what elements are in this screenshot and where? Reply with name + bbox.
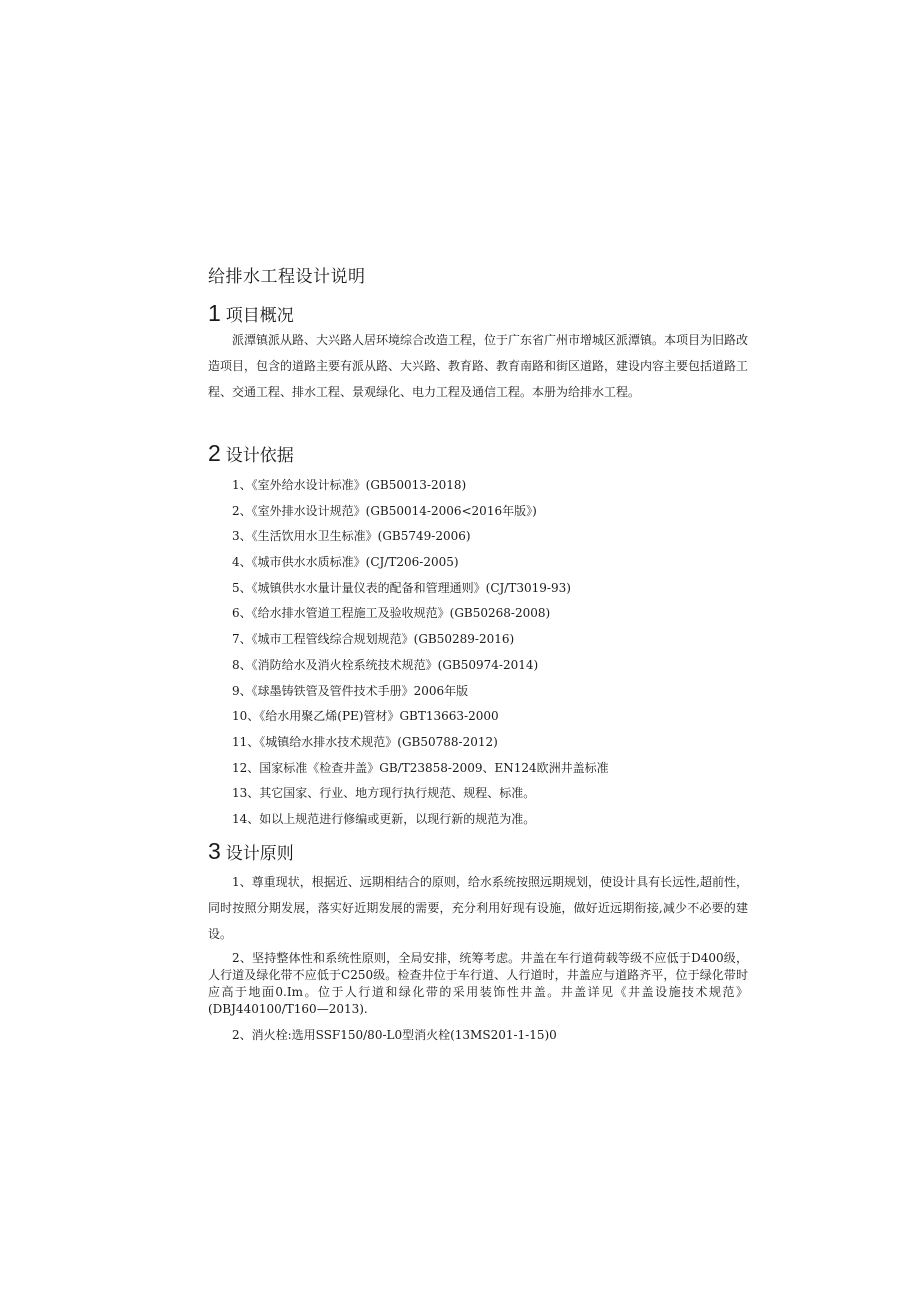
section-3-heading [208,838,294,865]
reference-item: 3、《生活饮用水卫生标准》(GB5749-2006) [232,529,471,544]
section-1-paragraph: 派潭镇派从路、大兴路人居环境综合改造工程，位于广东省广州市增城区派潭镇。本项目为旧路改造项目，包含的道路主要有派从路、大兴路、教育路、教育南路和街区道路，建设内容主要包括道路工程、交通工程、排水工程、景观绿化、电力工程及通信工程。本册为给排水工程。 [208,333,749,399]
reference-item: 9、《球墨铸铁管及管件技术手册》2006年版 [232,683,469,698]
section-2-heading [208,440,294,467]
section-3-number: 3 [208,838,221,864]
reference-item: 7、《城市工程管线综合规划规范》(GB50289-2016) [232,632,515,647]
section-3-paragraph: 2、坚持整体性和系统性原则，全局安排，统筹考虑。井盖在车行道荷载等级不应低于D400级，人行道及绿化带不应低于C250级。检查井位于车行道、人行道时，井盖应与道路齐平，位于绿化带时应高于地面0.Im。位于人行道和绿化带的采用装饰性井盖。井盖详见《井盖设施技术规范》(DBJ440100/T160—2013). [208,951,748,1016]
reference-item: 1、《室外给水设计标准》(GB50013-2018) [232,478,467,492]
reference-item: 14、如以上规范进行修编或更新，以现行新的规范为准。 [232,811,536,826]
reference-item: 11、《城镇给水排水技术规范》(GB50788-2012) [232,734,498,749]
reference-item: 10、《给水用聚乙烯(PE)管材》GBT13663-2000 [232,709,499,724]
document-title: 给排水工程设计说明 [208,267,366,287]
reference-item: 5、《城镇供水水量计量仪表的配备和管理通则》(CJ/T3019-93) [232,580,571,595]
section-1-title: 项目概况 [225,306,294,326]
section-3-paragraph: 1、尊重现状，根据近、远期相结合的原则，给水系统按照远期规划，使设计具有长远性,超前性，同时按照分期发展，落实好近期发展的需要，充分利用好现有设施，做好近远期衔接,减少不必要的建设。 [208,875,748,941]
reference-item: 4、《城市供水水质标准》(CJ/T206-2005) [232,555,459,570]
reference-item: 13、其它国家、行业、地方现行执行规范、规程、标准。 [232,786,536,801]
section-2-number: 2 [208,440,221,466]
reference-item: 6、《给水排水管道工程施工及验收规范》(GB50268-2008) [232,606,551,621]
section-3-title: 设计原则 [225,844,294,864]
reference-list [232,473,609,833]
section-1-number: 1 [208,300,221,326]
reference-item: 2、《室外排水设计规范》(GB50014-2006<2016年版》) [232,503,537,518]
section-2-title: 设计依据 [225,446,294,466]
section-3-paragraph: 2、消火栓:选用SSF150/80-L0型消火栓(13MS201-1-15)0 [232,1028,557,1042]
section-1-heading [208,300,294,327]
reference-item: 12、国家标准《检查井盖》GB/T23858-2009、EN124欧洲井盖标准 [232,760,609,775]
reference-item: 8、《消防给水及消火栓系统技术规范》(GB50974-2014) [232,657,539,672]
